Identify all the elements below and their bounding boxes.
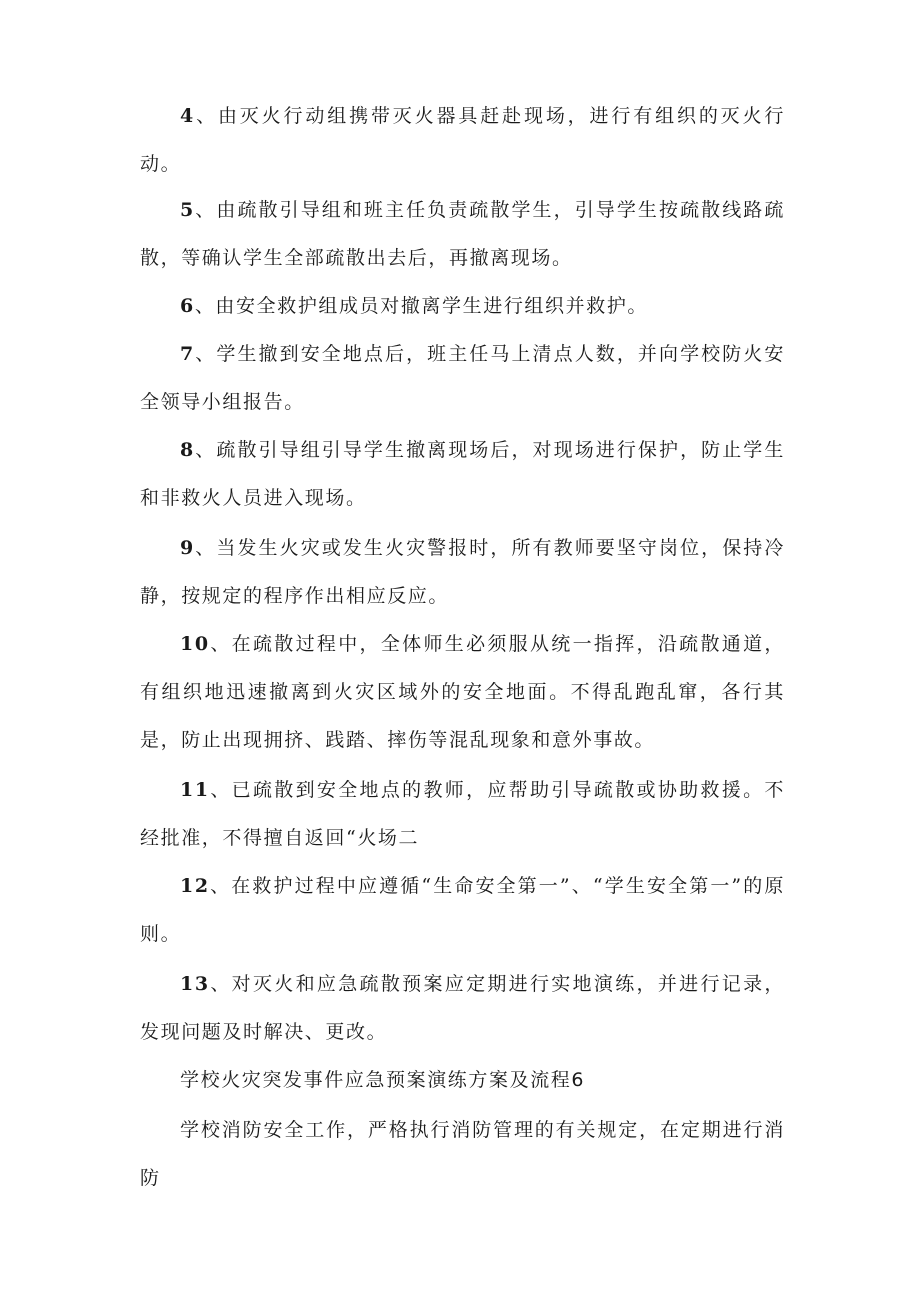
item-number: 5 [180,199,195,221]
item-number: 12 [180,875,210,897]
item-number: 4 [180,105,195,127]
list-item [140,620,785,764]
item-text: 、已疏散到安全地点的教师，应帮助引导疏散或协助救援。不经批准，不得擅自返回“火场二 [140,779,785,849]
list-item [140,92,785,188]
item-text: 、疏散引导组引导学生撤离现场后，对现场进行保护，防止学生和非救火人员进入现场。 [140,439,785,509]
list-item [140,330,785,426]
list-item [140,282,785,330]
item-number: 10 [180,633,210,655]
item-text: 、在救护过程中应遵循“生命安全第一”、“学生安全第一”的原则。 [140,875,785,945]
item-text: 、由疏散引导组和班主任负责疏散学生，引导学生按疏散线路疏散，等确认学生全部疏散出去后，再撤离现场。 [140,199,785,269]
list-item [140,766,785,862]
item-text: 、对灭火和应急疏散预案应定期进行实地演练，并进行记录，发现问题及时解决、更改。 [140,973,785,1043]
item-text: 、当发生火灾或发生火灾警报时，所有教师要坚守岗位，保持冷静，按规定的程序作出相应反应。 [140,537,785,607]
item-number: 7 [180,343,195,365]
list-item [140,426,785,522]
item-number: 8 [180,439,195,461]
item-text: 、学生撤到安全地点后，班主任马上清点人数，并向学校防火安全领导小组报告。 [140,343,785,413]
list-item [140,862,785,958]
closing-paragraph: 学校消防安全工作，严格执行消防管理的有关规定，在定期进行消防 [140,1119,785,1189]
item-text: 、在疏散过程中，全体师生必须服从统一指挥，沿疏散通道，有组织地迅速撤离到火灾区域外的安全地面。不得乱跑乱窜，各行其是，防止出现拥挤、践踏、摔伤等混乱现象和意外事故。 [140,633,785,751]
item-text: 、由安全救护组成员对撤离学生进行组织并救护。 [194,295,649,317]
list-item [140,186,785,282]
item-text: 、由灭火行动组携带灭火器具赶赴现场，进行有组织的灭火行动。 [140,105,785,175]
item-number: 6 [180,295,195,317]
list-item [140,960,785,1056]
list-item [140,524,785,620]
item-number: 13 [180,973,210,995]
item-number: 9 [180,537,195,559]
section-title: 学校火灾突发事件应急预案演练方案及流程6 [180,1069,586,1091]
item-number: 11 [180,779,210,801]
